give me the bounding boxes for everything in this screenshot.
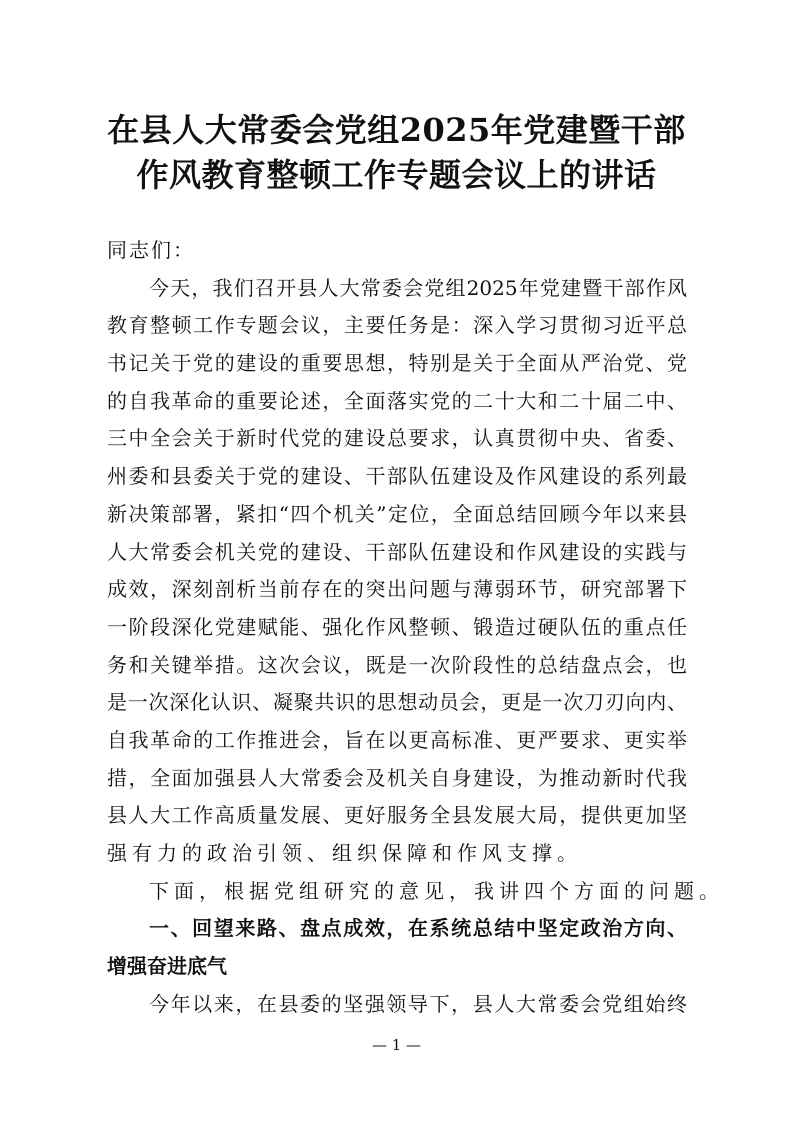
paragraph-line: 成效，深刻剖析当前存在的突出问题与薄弱环节，研究部署下 xyxy=(107,577,687,602)
document-body xyxy=(107,232,724,1023)
page-number: — 1 — xyxy=(371,1036,422,1054)
salutation: 同志们： xyxy=(107,238,195,262)
paragraph-intro xyxy=(107,270,687,873)
paragraph-line: 自我革命的工作推进会，旨在以更高标准、更严要求、更实举 xyxy=(107,727,687,752)
paragraph-line: 强有力的政治引领、组织保障和作风支撑。 xyxy=(107,841,582,865)
paragraph-section-1: 今年以来，在县委的坚强领导下，县人大常委会党组始终 xyxy=(149,991,687,1016)
document-title-line-2: 作风教育整顿工作专题会议上的讲话 xyxy=(136,156,657,194)
paragraph-line: 务和关键举措。这次会议，既是一次阶段性的总结盘点会，也 xyxy=(107,652,687,677)
section-heading-1-line-1: 一、回望来路、盘点成效，在系统总结中坚定政治方向、 xyxy=(149,916,687,941)
section-heading-1-line-2: 增强奋进底气 xyxy=(107,954,227,979)
paragraph-line: 书记关于党的建设的重要思想，特别是关于全面从严治党、党 xyxy=(107,351,687,376)
document-title-line-1: 在县人大常委会党组2025年党建暨干部 xyxy=(107,111,686,149)
paragraph-line: 州委和县委关于党的建设、干部队伍建设及作风建设的系列最 xyxy=(107,464,687,489)
paragraph-outline: 下面，根据党组研究的意见，我讲四个方面的问题。 xyxy=(149,878,724,903)
paragraph-line: 人大常委会机关党的建设、干部队伍建设和作风建设的实践与 xyxy=(107,539,687,564)
paragraph-line: 的自我革命的重要论述，全面落实党的二十大和二十届二中、 xyxy=(107,388,687,413)
paragraph-line: 新决策部署，紧扣“四个机关”定位，全面总结回顾今年以来县 xyxy=(107,501,687,526)
paragraph-line: 教育整顿工作专题会议，主要任务是：深入学习贯彻习近平总 xyxy=(107,313,687,338)
paragraph-line: 一阶段深化党建赋能、强化作风整顿、锻造过硬队伍的重点任 xyxy=(107,614,687,639)
paragraph-line: 县人大工作高质量发展、更好服务全县发展大局，提供更加坚 xyxy=(107,803,687,828)
paragraph-line: 今天，我们召开县人大常委会党组2025年党建暨干部作风 xyxy=(149,275,687,300)
paragraph-line: 是一次深化认识、凝聚共识的思想动员会，更是一次刀刃向内、 xyxy=(107,690,687,715)
paragraph-line: 措，全面加强县人大常委会及机关自身建设，为推动新时代我 xyxy=(107,765,687,790)
paragraph-line: 三中全会关于新时代党的建设总要求，认真贯彻中央、省委、 xyxy=(107,426,687,451)
